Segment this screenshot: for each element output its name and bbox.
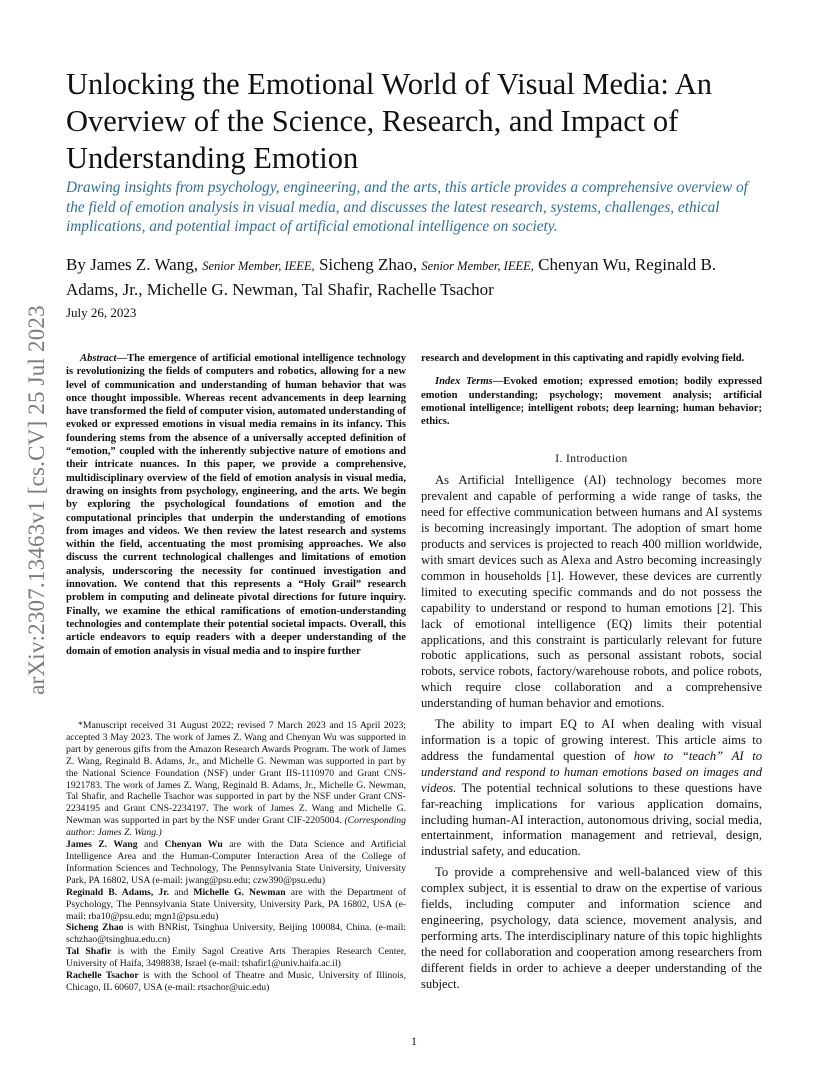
index-terms <box>421 375 762 428</box>
affil-names: Chenyan Wu <box>164 839 223 851</box>
footnote-affiliation <box>66 922 406 946</box>
abstract-continued: research and development in this captivating and rapidly evolving field. <box>421 353 745 364</box>
author-list <box>66 253 766 302</box>
abstract-text: —The emergence of artificial emotional intelligence technology is revolutionizing the fields of computers and robotics, allowing for a new level of communication and understanding of human behavior that was once thought impossible. Whereas recent advancements in deep learning have transformed the field of computer vision, automated understanding of evoked or expressed emotions in visual media remains in its infancy. This foundering stems from the absence of a universally accepted definition of “emotion,” coupled with the inherently subjective nature of emotions and their intricate nuances. In this paper, we provide a comprehensive, multidisciplinary overview of the field of emotion analysis in visual media, drawing on insights from psychology, engineering, and the arts. We begin by exploring the psychological foundations of emotion and the computational principles that underpin the understanding of emotions from images and videos. We then review the latest research and systems within the field, accentuating the most promising approaches. We also discuss the current technological challenges and limitations of emotion analysis, underscoring the necessity for continued investigation and innovation. We contend that this represents a “Holy Grail” research problem in computing and delineate pivotal directions for future inquiry. Finally, we examine the ethical ramifications of emotion-understanding technologies and contemplate their potential societal impacts. Overall, this article endeavors to equip readers with a deeper understanding of the domain of emotion analysis in visual media and to inspire further <box>66 353 406 657</box>
footnote-affiliation <box>66 946 406 970</box>
footnote-manuscript <box>66 720 406 839</box>
footnote-affiliation <box>66 970 406 994</box>
affil-names: Michelle G. Newman <box>193 886 286 898</box>
paper-subtitle: Drawing insights from psychology, engineering, and the arts, this article provides a comprehensive overview of the field of emotion analysis in visual media, and discusses the latest research, systems, challenges, ethical implications, and potential impact of artificial emotional intelligence on society. <box>66 179 748 235</box>
footnote-corresponding: (Corresponding author: James Z. Wang.) <box>66 815 406 839</box>
footnote-affiliation <box>66 839 406 887</box>
affil-text: are with the Data Science and Artificial Intelligence Area and the Human-Computer Interaction Area of the College of Information Sciences and Technology, The Pennsylvania State University, University Park, PA 16802, USA (e-mail: jwang@psu.edu; czw390@psu.edu) <box>66 839 407 886</box>
author-zhao-degree: Senior Member, IEEE, <box>421 259 534 273</box>
footnote-manuscript-text: *Manuscript received 31 August 2022; revised 7 March 2023 and 15 April 2023; accepted 3 May 2023. The work of James Z. Wang and Chenyan Wu was supported in part by generous gifts from the Amazon Research Awards Program. The work of James Z. Wang, Reginald B. Adams, Jr., and Michelle G. Newman was supported in part by the National Science Foundation (NSF) under Grant IIS-1110970 and Grant CNS-1921783. The work of James Z. Wang, Reginald B. Adams, Jr., Michelle G. Newman, Tal Shafir, and Rachelle Tsachor was supported in part by the NSF under Grant CNS-2234195 and Grant CNS-2234197. The work of James Z. Wang and Michelle G. Newman was supported in part by the NSF under Grant CIF-2205004. <box>66 720 406 827</box>
page-number: 1 <box>411 1034 417 1048</box>
intro-p2-text: The ability to impart EQ to AI when dealing with visual information is a topic of growing interest. This article aims to address the fundamental question of <box>421 717 762 763</box>
abstract <box>66 352 406 658</box>
intro-p2-emphasis: how to “teach” AI to understand and respond to human emotions based on images and videos. <box>421 748 762 795</box>
author-by: By <box>66 255 86 274</box>
affil-text: is with BNRist, Tsinghua University, Beijing 100084, China. (e-mail: schzhao@tsinghua.edu.cn) <box>66 922 406 946</box>
author-wang: James Z. Wang, <box>90 255 198 274</box>
index-terms-label: Index Terms <box>435 376 493 388</box>
affil-text: is with the School of Theatre and Music, University of Illinois, Chicago, IL 60607, USA (e-mail: rtsachor@uic.edu) <box>66 970 406 993</box>
author-zhao: Sicheng Zhao, <box>318 255 418 274</box>
affil-names: James Z. Wang <box>66 839 138 851</box>
affil-and: and <box>169 886 194 898</box>
footnote-affiliation <box>66 887 406 923</box>
arxiv-sidebar-stamp <box>22 300 52 700</box>
affil-text: is with the Emily Sagol Creative Arts Therapies Research Center, University of Haifa, 3498838, Israel (e-mail: tshafir1@univ.haifa.ac.il) <box>66 946 406 970</box>
affil-and: and <box>137 839 165 851</box>
affil-names: Rachelle Tsachor <box>66 970 139 982</box>
intro-paragraph-1: As Artificial Intelligence (AI) technology becomes more prevalent and capable of performing a wide range of tasks, the need for effective communication between humans and AI systems is becoming increasingly important. The adoption of smart home products and services is projected to reach 400 million worldwide, with smart devices such as Alexa and Astro becoming increasingly common in households [1]. However, these devices are currently limited to executing specific commands and do not possess the capability to understand or respond to human emotions [2]. This lack of emotional intelligence (EQ) limits their potential applications, and this constraint is particularly relevant for future robotic applications, such as personal assistant robots, social robots, service robots, factory/warehouse robots, and police robots, which require close collaboration and a comprehensive understanding of human behavior and emotions. <box>421 473 762 711</box>
affil-names: Tal Shafir <box>66 946 112 958</box>
abstract-label: Abstract <box>80 353 117 364</box>
intro-paragraph-2 <box>421 717 762 860</box>
author-wang-degree: Senior Member, IEEE, <box>202 259 315 273</box>
arxiv-identifier: arXiv:2307.13463v1 [cs.CV] 25 Jul 2023 <box>24 305 50 695</box>
intro-p2-text: The potential technical solutions to these questions have far-reaching implications for various application domains, including human-AI interaction, autonomous driving, social media, entertainment, information management and retrieval, design, industrial safety, and education. <box>421 780 762 859</box>
footnote <box>66 720 406 994</box>
paper-title: Unlocking the Emotional World of Visual Media: An Overview of the Science, Research, and Impact of Understanding Emotion <box>66 67 713 175</box>
index-terms-text: —Evoked emotion; expressed emotion; bodily expressed emotion understanding; psychology; movement analysis; artificial emotional intelligence; intelligent robots; deep learning; human behavior; ethics. <box>421 376 762 428</box>
affil-text: are with the Department of Psychology, The Pennsylvania State University, University Park, PA 16802, USA (e-mail: rba10@psu.edu; mgn1@psu.edu) <box>66 886 407 922</box>
author-rest: Chenyan Wu, Reginald B. Adams, Jr., Michelle G. Newman, Tal Shafir, Rachelle Tsachor <box>66 255 717 299</box>
affil-names: Sicheng Zhao <box>66 922 124 934</box>
paper-date: July 26, 2023 <box>66 305 137 320</box>
right-column <box>421 352 762 997</box>
affil-names: Reginald B. Adams, Jr. <box>66 886 170 898</box>
intro-paragraph-3: To provide a comprehensive and well-balanced view of this complex subject, it is essential to draw on the expertise of various fields, including computer and information science and engineering, psychology, data science, movement analysis, and performing arts. The interdisciplinary nature of this topic highlights the need for collaboration and cooperation among researchers from different fields in order to achieve a deeper understanding of the subject. <box>421 865 762 991</box>
section-heading-introduction: I. Introduction <box>555 453 628 466</box>
